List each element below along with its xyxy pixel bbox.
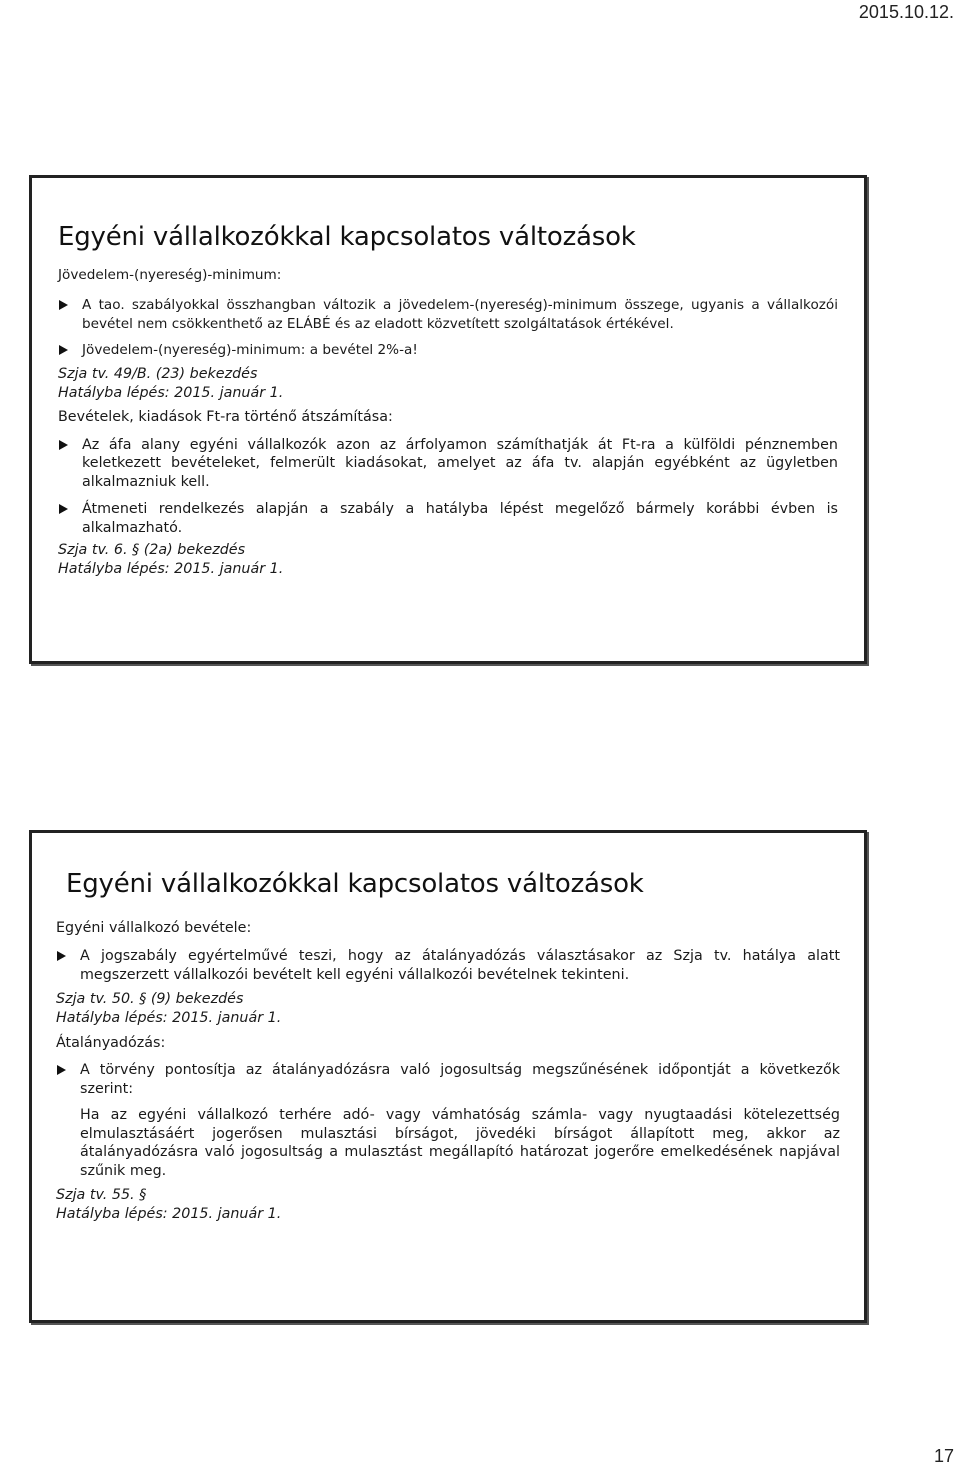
section-heading: Átalányadózás:	[56, 1035, 166, 1051]
bullet-arrow-icon	[59, 440, 68, 450]
law-reference: Szja tv. 50. § (9) bekezdés	[56, 991, 244, 1007]
section-heading: Egyéni vállalkozó bevétele:	[56, 920, 252, 936]
bullet-text: Jövedelem-(nyereség)-minimum: a bevétel 2%-a!	[82, 342, 418, 358]
effective-date: Hatályba lépés: 2015. január 1.	[58, 384, 284, 401]
page-date: 2015.10.12.	[858, 2, 954, 22]
law-reference: Szja tv. 55. §	[56, 1187, 147, 1203]
bullet-arrow-icon	[57, 951, 66, 961]
law-reference: Szja tv. 49/B. (23) bekezdés	[58, 365, 258, 382]
section-heading: Jövedelem-(nyereség)-minimum:	[58, 267, 282, 283]
page-number: 17	[933, 1446, 954, 1466]
slide-1	[29, 175, 867, 664]
bullet-arrow-icon	[59, 504, 68, 514]
slide-title: Egyéni vállalkozókkal kapcsolatos változások	[66, 869, 644, 899]
bullet-text: A jogszabály egyértelművé teszi, hogy az átalányadózás választásakor az Szja tv. hatálya alatt megszerzett vállalkozói bevételt kell egyéni vállalkozói bevételnek tekinteni.	[80, 948, 840, 983]
effective-date: Hatályba lépés: 2015. január 1.	[56, 1010, 282, 1026]
bullet-item	[58, 296, 838, 333]
slide-2	[29, 830, 867, 1323]
bullet-text: Az áfa alany egyéni vállalkozók azon az árfolyamon számíthatják át Ft-ra a külföldi pénznemben keletkezett bevételeket, felmerült kiadásokat, amelyet az áfa tv. alapján egyébként az ügyletben alkalmazniuk kell.	[82, 436, 838, 490]
bullet-item	[58, 436, 838, 492]
bullet-arrow-icon	[57, 1065, 66, 1075]
bullet-item	[56, 947, 840, 984]
law-reference: Szja tv. 6. § (2a) bekezdés	[58, 542, 246, 558]
bullet-item	[58, 341, 838, 360]
effective-date: Hatályba lépés: 2015. január 1.	[58, 561, 284, 577]
bullet-text: A tao. szabályokkal összhangban változik a jövedelem-(nyereség)-minimum összege, ugyanis a vállalkozói bevétel nem csökkenthető az ELÁBÉ és az eladott közvetített szolgáltatások értékével.	[82, 297, 838, 332]
bullet-arrow-icon	[59, 345, 68, 355]
bullet-text: A törvény pontosítja az átalányadózásra való jogosultság megszűnésének időpontját a következők szerint:	[80, 1062, 840, 1097]
bullet-arrow-icon	[59, 300, 68, 310]
effective-date: Hatályba lépés: 2015. január 1.	[56, 1206, 282, 1222]
slide-title: Egyéni vállalkozókkal kapcsolatos változások	[58, 222, 636, 252]
bullet-item	[58, 500, 838, 537]
body-paragraph: Ha az egyéni vállalkozó terhére adó- vagy vámhatóság számla- vagy nyugtaadási kötelezettség elmulasztásáért jogerősen mulasztási bírságot, jövedéki bírságot állapított meg, akkor az átalányadózásra való jogosultság a mulasztást megállapító határozat jogerőre emelkedésének napjával szűnik meg.	[80, 1107, 840, 1179]
bullet-item	[56, 1061, 840, 1098]
section-heading: Bevételek, kiadások Ft-ra történő átszámítása:	[58, 408, 393, 425]
bullet-text: Átmeneti rendelkezés alapján a szabály a hatályba lépést megelőző bármely korábbi évben is alkalmazható.	[82, 501, 838, 536]
